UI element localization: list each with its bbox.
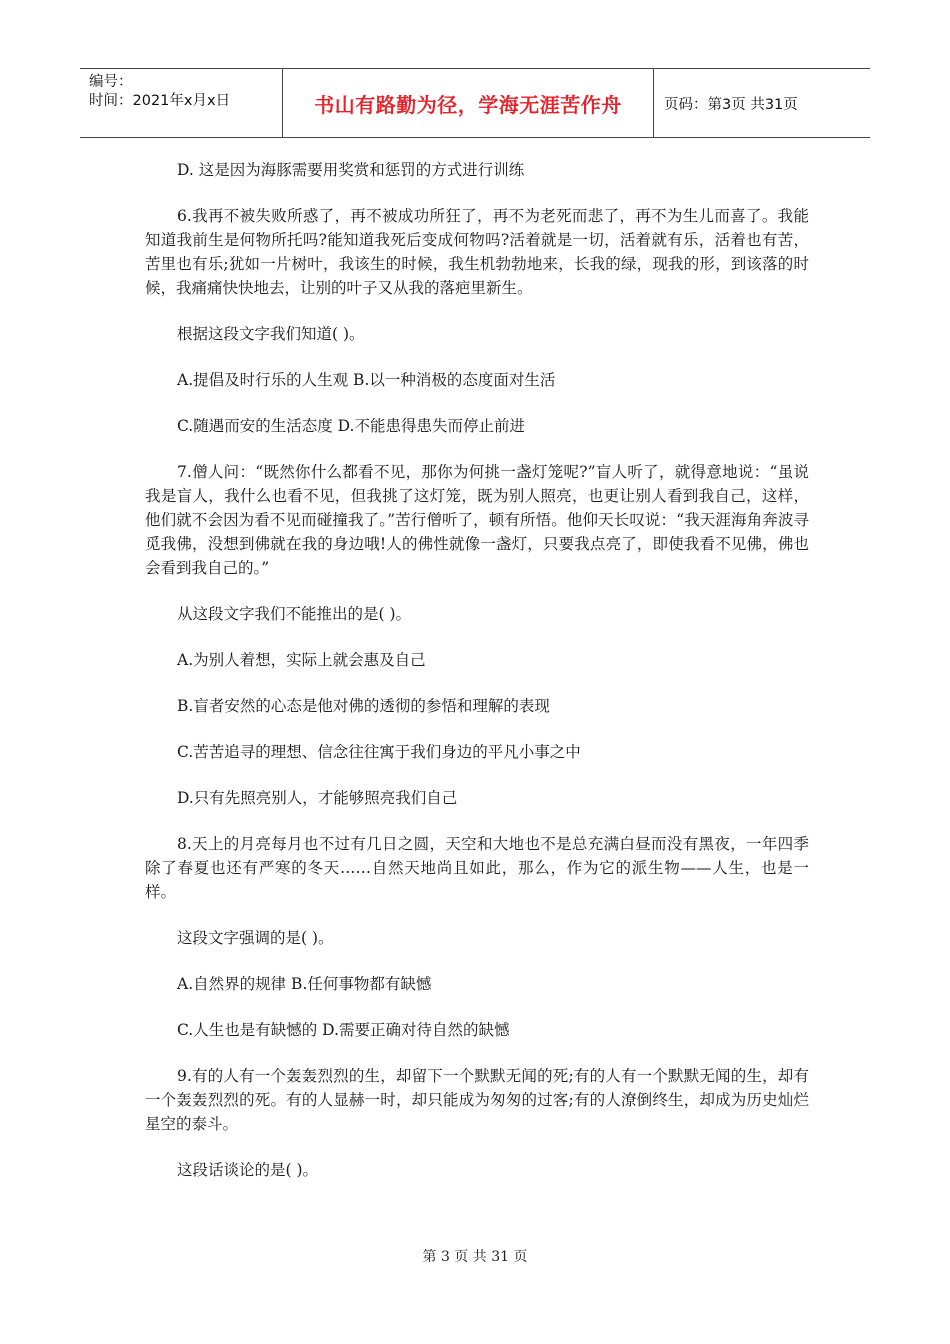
q9-passage: 9.有的人有一个轰轰烈烈的生，却留下一个默默无闻的死;有的人有一个默默无闻的生，却有一个轰轰烈烈的死。有的人显赫一时，却只能成为匆匆的过客;有的人潦倒终生，却成为历史灿烂星空的泰斗。 bbox=[145, 1067, 809, 1133]
q9-question: 这段话谈论的是( )。 bbox=[177, 1161, 319, 1179]
q8-question: 这段文字强调的是( )。 bbox=[177, 929, 334, 947]
q6-option: C.随遇而安的生活态度 D.不能患得患失而停止前进 bbox=[177, 417, 525, 435]
q7-option: B.盲者安然的心态是他对佛的透彻的参悟和理解的表现 bbox=[177, 697, 550, 715]
q7-option: C.苦苦追寻的理想、信念往往寓于我们身边的平凡小事之中 bbox=[177, 743, 581, 761]
header-motto: 书山有路勤为径，学海无涯苦作舟 bbox=[282, 69, 654, 137]
q7-option: D.只有先照亮别人，才能够照亮我们自己 bbox=[177, 789, 458, 807]
q6-passage: 6.我再不被失败所惑了，再不被成功所狂了，再不为老死而悲了，再不为生儿而喜了。我能知道我前生是何物所托吗?能知道我死后变成何物吗?活着就是一切，活着就有乐，活着也有苦，苦里也有乐;犹如一片树叶，我该生的时候，我生机勃勃地来，长我的绿，现我的形，到该落的时候，我痛痛快快地去，让别的叶子又从我的落疤里新生。 bbox=[145, 207, 809, 297]
q6-option: A.提倡及时行乐的人生观 B.以一种消极的态度面对生活 bbox=[177, 371, 556, 389]
document-body bbox=[145, 158, 809, 1204]
q7-option: A.为别人着想，实际上就会惠及自己 bbox=[177, 651, 426, 669]
header-page-info: 页码：第3页 共31页 bbox=[664, 96, 798, 113]
document-number-label: 编号： bbox=[89, 74, 133, 90]
q8-option: C.人生也是有缺憾的 D.需要正确对待自然的缺憾 bbox=[177, 1021, 510, 1039]
page-footer: 第 3 页 共 31 页 bbox=[422, 1249, 528, 1265]
q8-passage: 8.天上的月亮每月也不过有几日之圆，天空和大地也不是总充满白昼而没有黑夜，一年四季除了春夏也还有严寒的冬天……自然天地尚且如此，那么，作为它的派生物——人生，也是一样。 bbox=[145, 835, 809, 901]
q6-question: 根据这段文字我们知道( )。 bbox=[177, 325, 365, 343]
q7-passage: 7.僧人问：“既然你什么都看不见，那你为何挑一盏灯笼呢?”盲人听了，就得意地说：“虽说我是盲人，我什么也看不见，但我挑了这灯笼，既为别人照亮，也更让别人看到我自己，这样，他们就不会因为看不见而碰撞我了。”苦行僧听了，顿有所悟。他仰天长叹说：“我天涯海角奔波寻觅我佛，没想到佛就在我的身边哦!人的佛性就像一盏灯，只要我点亮了，即使我看不见佛，佛也会看到我自己的。” bbox=[145, 463, 809, 577]
header-meta bbox=[80, 69, 282, 137]
q7-question: 从这段文字我们不能推出的是( )。 bbox=[177, 605, 412, 623]
document-date: 时间：2021年x月x日 bbox=[89, 93, 231, 109]
q8-option: A.自然界的规律 B.任何事物都有缺憾 bbox=[177, 975, 432, 993]
q5-option-d: D. 这是因为海豚需要用奖赏和惩罚的方式进行训练 bbox=[177, 161, 525, 179]
page-header bbox=[80, 68, 870, 138]
